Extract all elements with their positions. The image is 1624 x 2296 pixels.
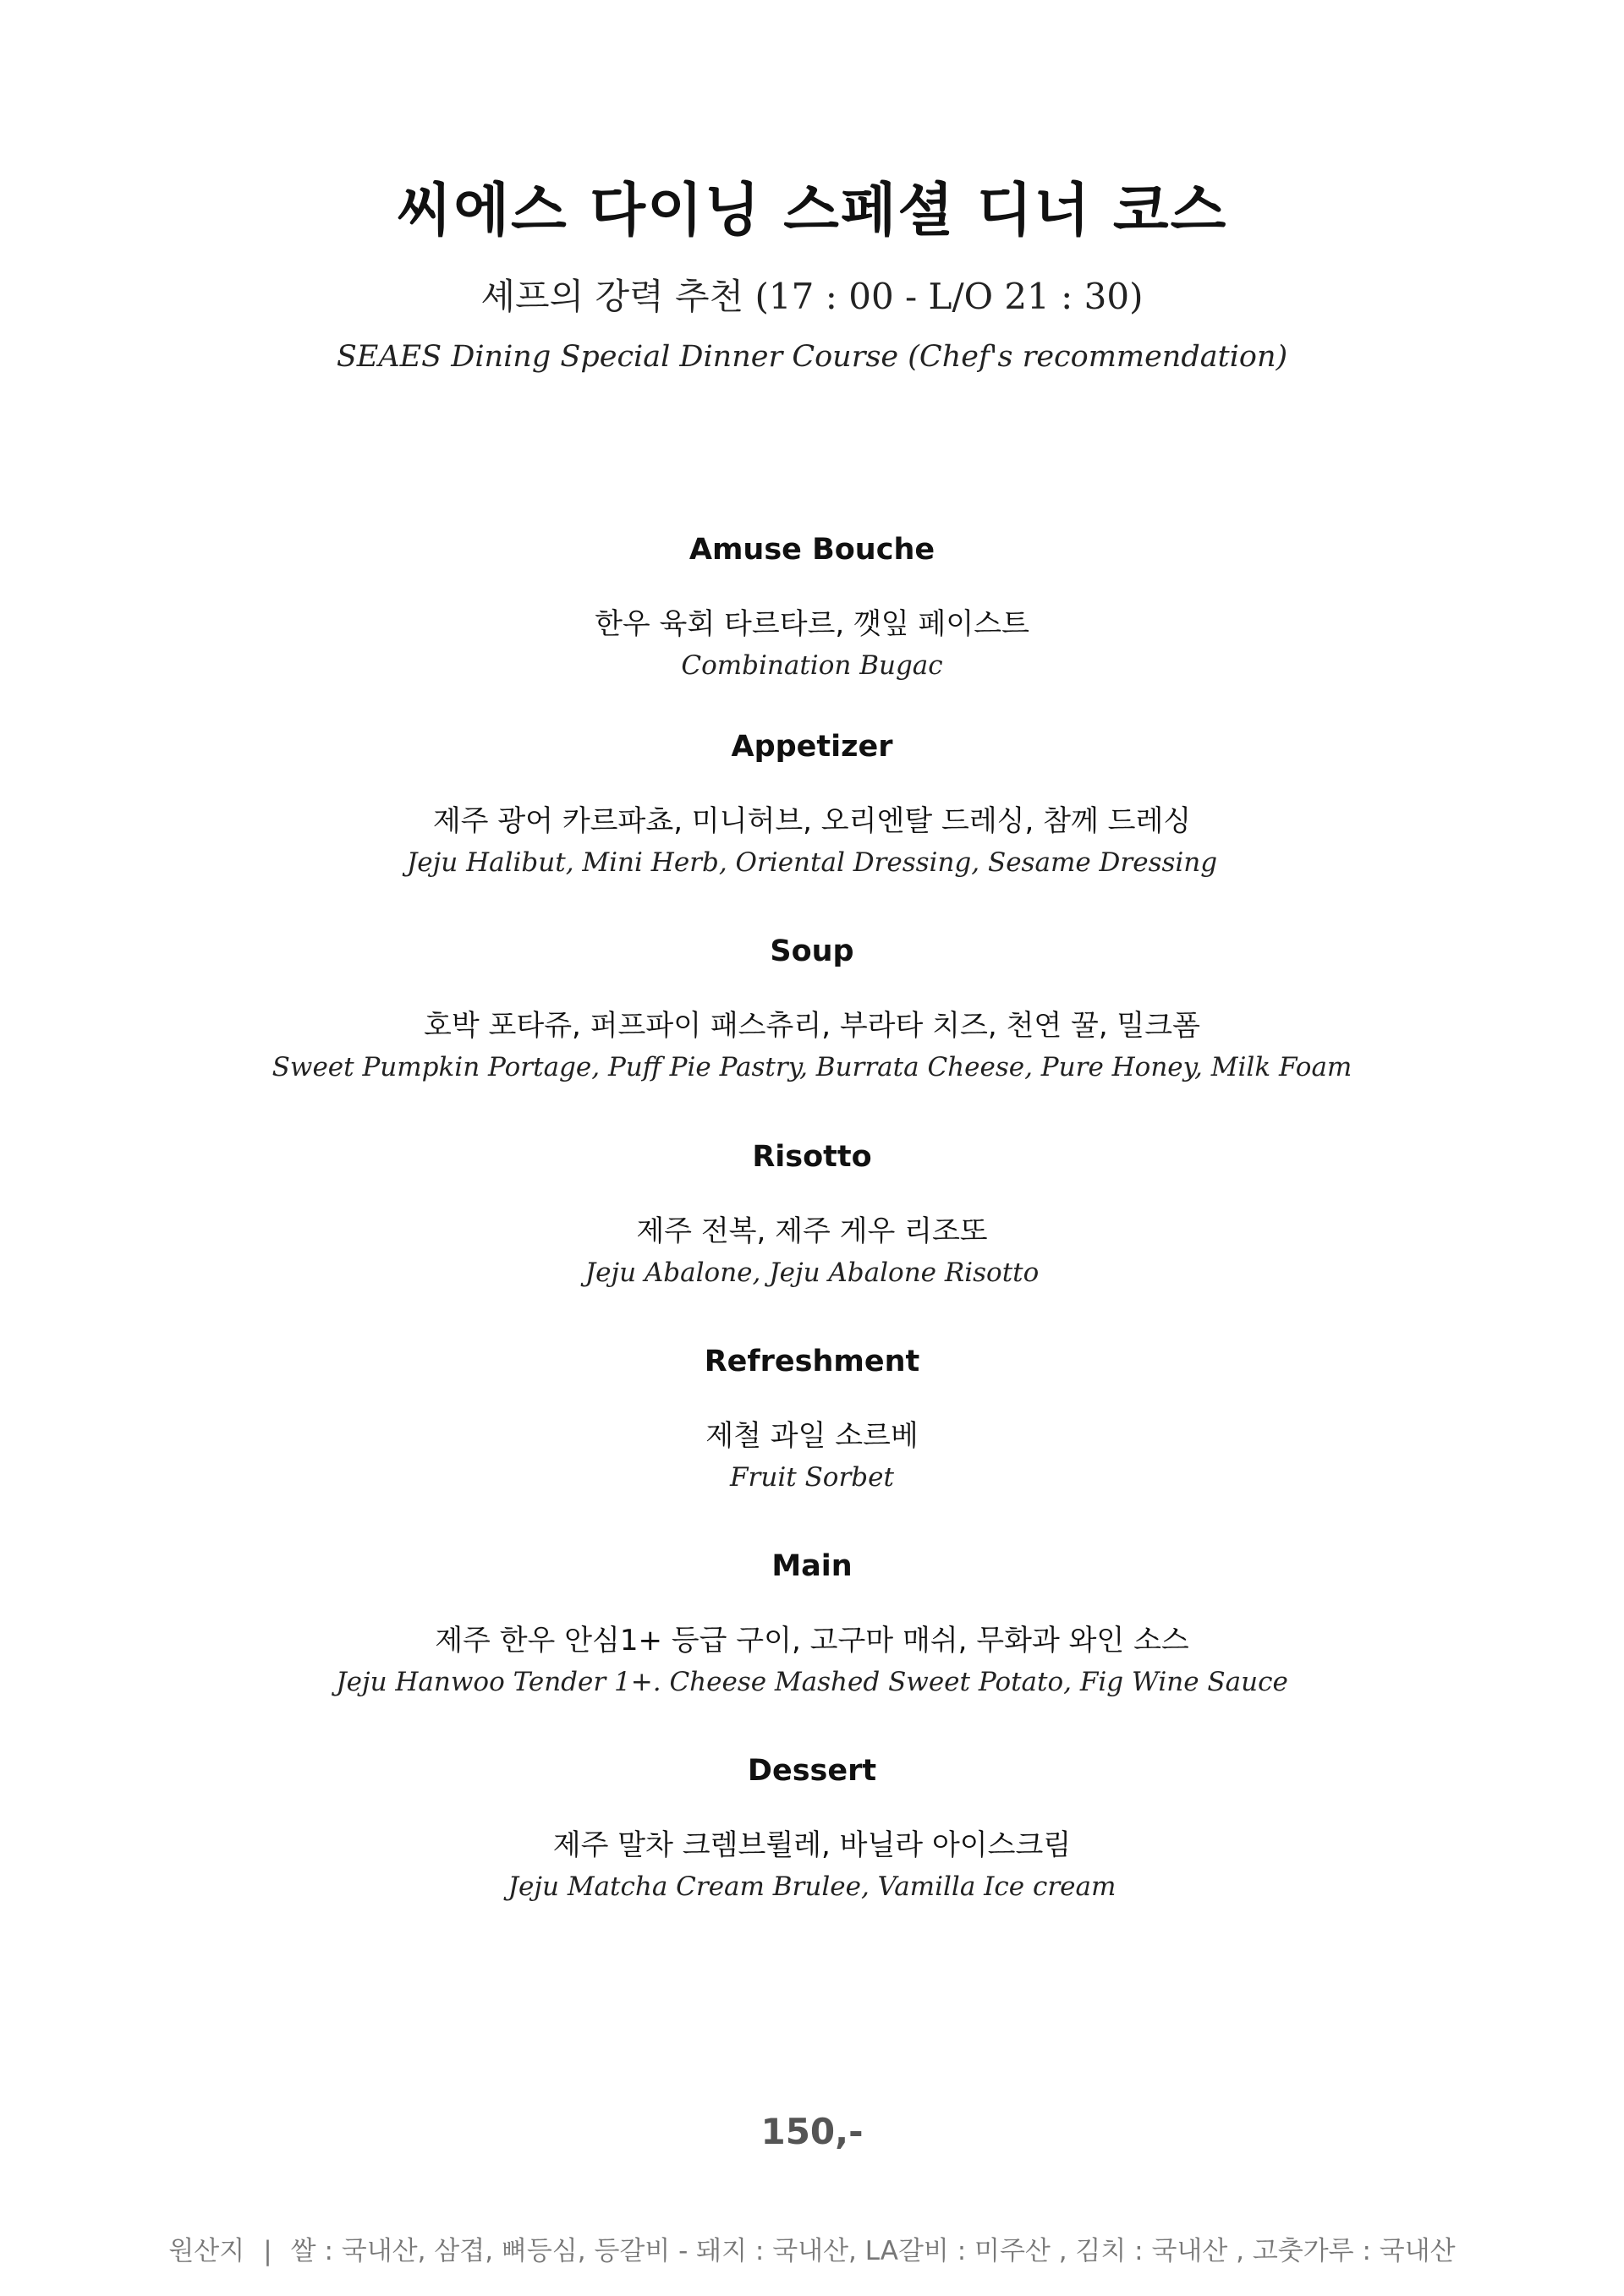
menu-title: 씨에스 다이닝 스페셜 디너 코스: [396, 178, 1228, 244]
course-risotto: [0, 1137, 1624, 1290]
dish-korean: 한우 육회 타르타르, 깻잎 페이스트: [595, 607, 1029, 641]
dish-english: Sweet Pumpkin Portage, Puff Pie Pastry, Burrata Cheese, Pure Honey, Milk Foam: [272, 1052, 1352, 1082]
dish-korean: 제주 광어 카르파쵸, 미니허브, 오리엔탈 드레싱, 참께 드레싱: [432, 804, 1192, 838]
course-main: [0, 1546, 1624, 1700]
course-heading: Refreshment: [704, 1345, 920, 1378]
dish-english: Jeju Hanwoo Tender 1+. Cheese Mashed Sweet Potato, Fig Wine Sauce: [336, 1667, 1288, 1697]
dish-english: Fruit Sorbet: [730, 1462, 894, 1493]
dish-korean: 제주 말차 크렘브륄레, 바닐라 아이스크림: [552, 1828, 1072, 1862]
origin-divider: |: [263, 2236, 272, 2266]
course-price: 150,-: [760, 2111, 864, 2152]
dish-english: Jeju Abalone, Jeju Abalone Risotto: [584, 1258, 1040, 1288]
origin-label: 원산지: [168, 2236, 245, 2266]
course-heading: Amuse Bouche: [689, 533, 935, 567]
course-refreshment: [0, 1341, 1624, 1495]
dish-english: Jeju Halibut, Mini Herb, Oriental Dressing, Sesame Dressing: [406, 847, 1218, 878]
dish-english: Combination Bugac: [681, 650, 943, 681]
course-appetizer: [0, 726, 1624, 880]
course-amuse-bouche: [0, 529, 1624, 683]
course-heading: Main: [771, 1549, 853, 1583]
dish-english: Jeju Matcha Cream Brulee, Vamilla Ice cream: [508, 1871, 1116, 1902]
course-heading: Risotto: [752, 1140, 872, 1174]
course-heading: Dessert: [747, 1754, 877, 1788]
menu-subtitle-korean: 셰프의 강력 추천 (17 : 00 - L/O 21 : 30): [480, 276, 1144, 317]
course-heading: Appetizer: [731, 730, 893, 764]
course-dessert: [0, 1751, 1624, 1904]
dish-korean: 제주 전복, 제주 게우 리조또: [636, 1214, 988, 1248]
origin-footer: [0, 2229, 1624, 2267]
dish-korean: 제철 과일 소르베: [705, 1419, 919, 1453]
course-soup: [0, 931, 1624, 1085]
origin-text: 쌀 : 국내산, 삼겹, 뼈등심, 등갈비 - 돼지 : 국내산, LA갈비 : 미주산 , 김치 : 국내산 , 고춧가루 : 국내산: [290, 2236, 1456, 2266]
menu-subtitle-english: SEAES Dining Special Dinner Course (Chef's recommendation): [336, 340, 1288, 374]
course-heading: Soup: [770, 934, 854, 968]
dish-korean: 호박 포타쥬, 퍼프파이 패스츄리, 부라타 치즈, 천연 꿀, 밀크폼: [424, 1009, 1200, 1043]
dish-korean: 제주 한우 안심1+ 등급 구이, 고구마 매쉬, 무화과 와인 소스: [435, 1624, 1189, 1658]
